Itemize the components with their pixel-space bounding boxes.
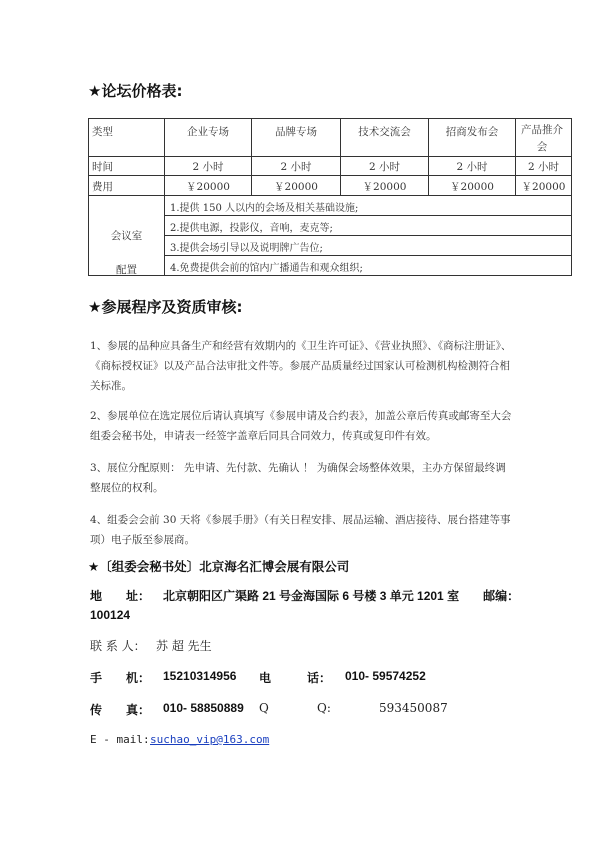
time-value: 2 小时 [527,161,560,173]
fee-value: ￥20000 [521,181,566,193]
address-label: 地 址： [90,589,151,603]
postcode-value: 100124 [90,608,131,622]
process-item-3: 3、展位分配原则： 先申请、先付款、先确认 ！ 为确保会场整体效果，主办方保留最终调整展位的权利。 [90,462,506,494]
fee-label: 费用 [92,181,113,193]
table-header-enterprise: 企业专场 [187,126,229,138]
time-value: 2 小时 [280,161,312,173]
config-item: 3.提供会场引导以及说明牌广告位; [170,243,323,254]
process-item-1: 1、参展的品种应具备生产和经营有效期内的《卫生许可证》、《营业执照》、《商标注册证》、《商标授权证》以及产品合法审批文件等。参展产品质量经过国家认可检测机构检测符合相关标准。 [90,340,512,392]
config-item: 1.提供 150 人以内的会场及相关基础设施; [170,203,359,214]
address-value: 北京朝阳区广渠路 21 号金海国际 6 号楼 3 单元 1201 室 邮编： [163,589,520,603]
price-section-title: ★论坛价格表: [88,82,183,100]
phone-label: 电 话： [259,671,332,685]
contact-person-label: 联 系 人： [90,639,146,653]
process-item-2: 2、参展单位在选定展位后请认真填写《参展申请及合约表》，加盖公章后传真或邮寄至大会组委会秘书处，申请表一经签字盖章后同具合同效力，传真或复印件有效。 [90,410,512,442]
table-header-investment: 招商发布会 [445,126,499,138]
process-section-title: ★参展程序及资质审核: [88,298,243,316]
email-link[interactable]: suchao_vip@163.com [150,733,270,746]
fee-value: ￥20000 [186,181,230,193]
config-item: 4.免费提供会前的馆内广播通告和观众组织; [170,263,363,274]
contact-heading: ★〔组委会秘书处〕北京海名汇博会展有限公司 [88,560,350,574]
fax-label: 传 真： [90,703,151,717]
process-item-4: 4、组委会会前 30 天将《参展手册》（有关日程安排、展品运输、酒店接待、展台搭建等事项）电子版至参展商。 [90,514,511,546]
fee-value: ￥20000 [450,181,494,193]
qq-label: Q [259,701,269,715]
contact-person-value: 苏 超 先生 [156,639,212,653]
mobile-label: 手 机： [90,671,151,685]
config-label-config: 配置 [116,264,137,276]
time-label: 时间 [92,161,113,173]
email-label: E - mail: [90,733,150,746]
table-header-product: 产品推介会 [521,124,563,153]
config-item: 2.提供电源，投影仪，音响，麦克等; [170,223,333,234]
table-header-type: 类型 [92,126,113,138]
config-label-room: 会议室 [110,230,143,242]
fax-value: 010- 58850889 [163,701,244,715]
table-header-brand: 品牌专场 [275,126,317,138]
table-header-tech: 技术交流会 [358,126,411,138]
qq-value: 593450087 [379,701,448,715]
time-value: 2 小时 [368,161,401,173]
phone-value: 010- 59574252 [345,669,426,683]
fee-value: ￥20000 [274,181,318,193]
mobile-value: 15210314956 [163,669,237,683]
time-value: 2 小时 [456,161,488,173]
qq-label: Q: [317,701,331,715]
fee-value: ￥20000 [362,181,407,193]
time-value: 2 小时 [192,161,224,173]
